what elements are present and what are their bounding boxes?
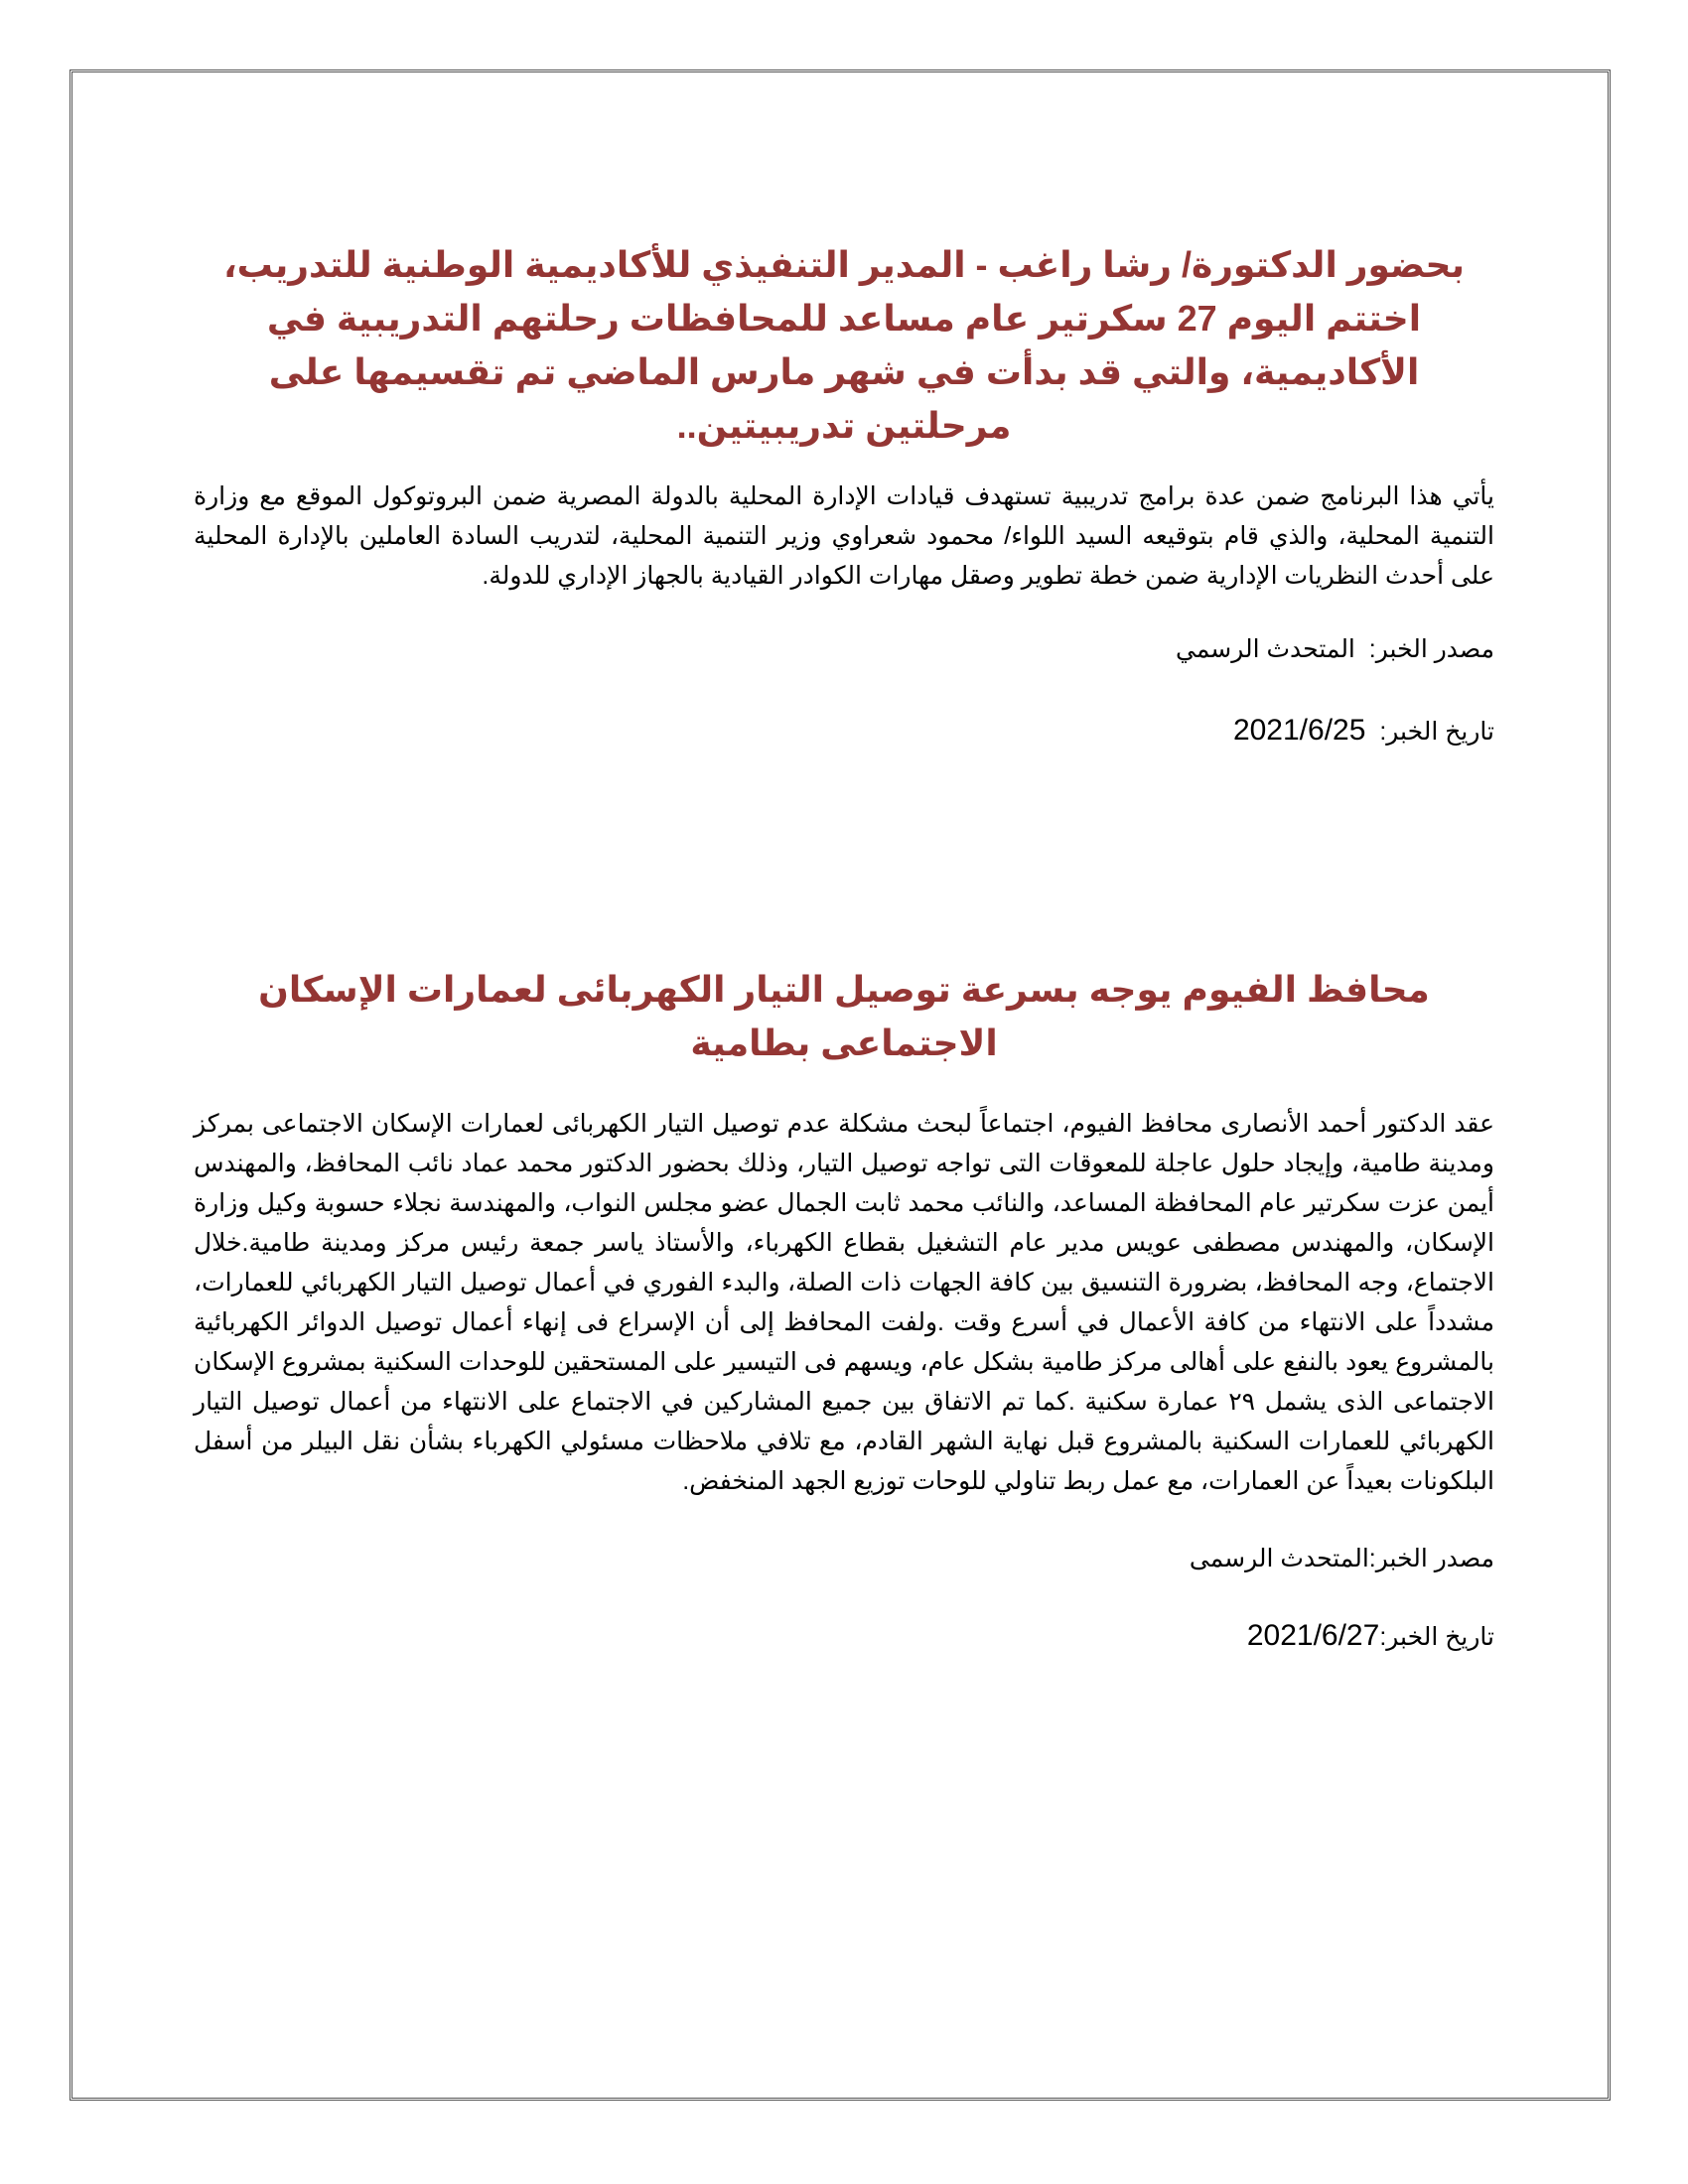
source-label: مصدر الخبر:	[1368, 1545, 1494, 1572]
date-label: تاريخ الخبر:	[1379, 1623, 1494, 1651]
news-article-fayoum	[194, 963, 1494, 1657]
article-body: عقد الدكتور أحمد الأنصارى محافظ الفيوم، اجتماعاً لبحث مشكلة عدم توصيل التيار الكهربائى لعمارات الإسكان الاجتماعى بمركز ومدينة طامية، وإيجاد حلول عاجلة للمعوقات التى تواجه توصيل التيار، وذلك بحضور الدكتور محمد عماد نائب المحافظ، والمهندس أيمن عزت سكرتير عام المحافظة المساعد، والنائب محمد ثابت الجمال عضو مجلس النواب، والمهندسة نجلاء حسوبة وكيل وزارة الإسكان، والمهندس مصطفى عويس مدير عام التشغيل بقطاع الكهرباء، والأستاذ ياسر جمعة رئيس مركز ومدينة طامية.خلال الاجتماع، وجه المحافظ، بضرورة التنسيق بين كافة الجهات ذات الصلة، والبدء الفوري في أعمال توصيل التيار الكهربائي للعمارات، مشدداً على الانتهاء من كافة الأعمال في أسرع وقت .ولفت المحافظ إلى أن الإسراع فى إنهاء أعمال توصيل الدوائر الكهربائية بالمشروع يعود بالنفع على أهالى مركز طامية بشكل عام، ويسهم فى التيسير على المستحقين للوحدات السكنية بمشروع الإسكان الاجتماعى الذى يشمل ٢٩ عمارة سكنية .كما تم الاتفاق بين جميع المشاركين في الاجتماع على الانتهاء من أعمال توصيل التيار الكهربائي للعمارات السكنية بالمشروع قبل نهاية الشهر القادم، مع تلافي ملاحظات مسئولي الكهرباء بشأن نقل البيلر من أسفل البلكونات بعيداً عن العمارات، مع عمل ربط تناولي للوحات توزيع الجهد المنخفض.	[194, 1110, 1495, 1495]
date-label: تاريخ الخبر:	[1379, 718, 1494, 746]
article-date	[194, 1616, 1494, 1657]
source-label: مصدر الخبر:	[1368, 635, 1494, 663]
article-source	[194, 1539, 1494, 1578]
news-article-academy	[194, 238, 1494, 751]
date-value: 2021/6/25	[1232, 714, 1366, 747]
article-body: يأتي هذا البرنامج ضمن عدة برامج تدريبية تستهدف قيادات الإدارة المحلية بالدولة المصرية ضمن البروتوكول الموقع مع وزارة التنمية المحلية، والذي قام بتوقيعه السيد اللواء/ محمود شعراوي وزير التنمية المحلية، لتدريب السادة العاملين بالإدارة المحلية على أحدث النظريات الإدارية ضمن خطة تطوير وصقل مهارات الكوادر القيادية بالجهاز الإداري للدولة.	[194, 482, 1494, 590]
article-source	[194, 629, 1494, 669]
article-headline: بحضور الدكتورة/ رشا راغب - المدير التنفيذي للأكاديمية الوطنية للتدريب، اختتم اليوم 27 سكرتير عام مساعد للمحافظات رحلتهم التدريبية في الأكاديمية، والتي قد بدأت في شهر مارس الماضي تم تقسيمها على مرحلتين تدريبيتين..	[222, 244, 1466, 446]
article-headline: محافظ الفيوم يوجه بسرعة توصيل التيار الكهربائى لعمارات الإسكان الاجتماعى بطامية	[258, 969, 1430, 1063]
date-value: 2021/6/27	[1246, 1619, 1380, 1652]
source-value: المتحدث الرسمى	[1189, 1545, 1369, 1572]
article-date	[194, 711, 1494, 751]
source-value: المتحدث الرسمي	[1175, 635, 1355, 663]
